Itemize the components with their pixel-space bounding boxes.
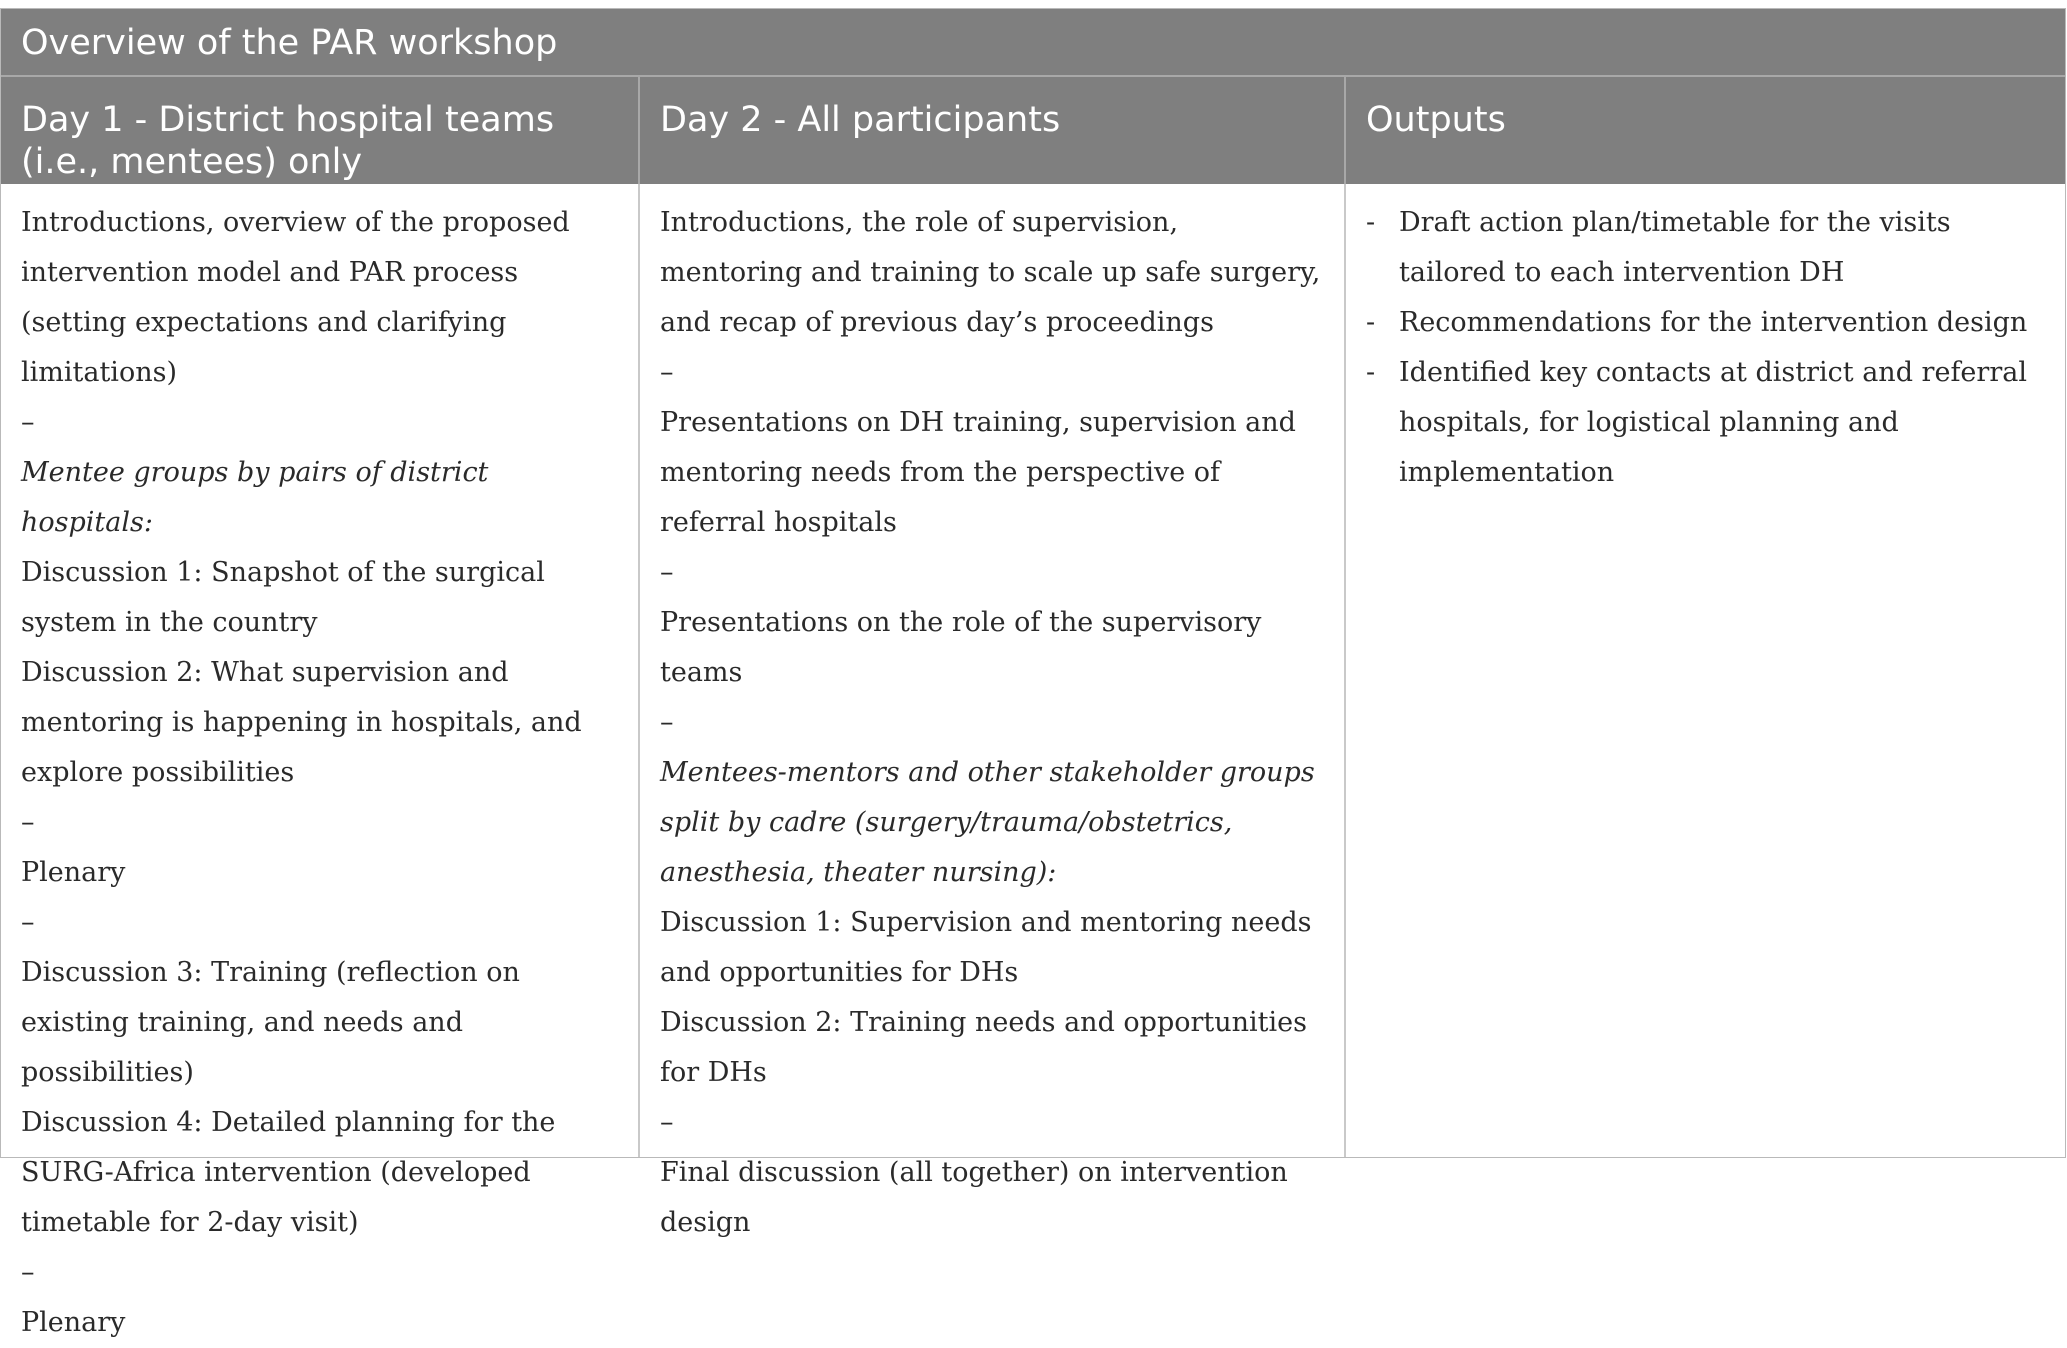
day1-item: Plenary	[21, 1307, 126, 1338]
workshop-table	[0, 8, 2066, 1338]
table-title: Overview of the PAR workshop	[1, 9, 2065, 77]
day2-separator: –	[660, 1107, 674, 1138]
day1-separator: –	[21, 1257, 35, 1288]
day1-item: Plenary	[21, 857, 126, 888]
bullet-dash: -	[1366, 207, 1376, 238]
day2-item: Introductions, the role of supervision, mentoring and training to scale up safe surgery, and recap of previous day’s proceedings	[660, 207, 1321, 338]
header-row	[1, 77, 2065, 184]
day1-item: Introductions, overview of the proposed intervention model and PAR process (setting expectations and clarifying limitations)	[21, 207, 570, 388]
day2-item: Discussion 2: Training needs and opportunities for DHs	[660, 1007, 1307, 1088]
day1-cell	[1, 184, 638, 1338]
day2-cell	[638, 184, 1344, 1238]
column-header-day1: Day 1 - District hospital teams (i.e., mentees) only	[21, 100, 555, 182]
day2-item: Final discussion (all together) on intervention design	[660, 1157, 1288, 1238]
outputs-cell	[1344, 184, 2065, 1157]
day1-item: Discussion 3: Training (reflection on existing training, and needs and possibilities)	[21, 957, 520, 1088]
table-row	[1, 184, 2065, 1338]
list-item	[1366, 298, 2045, 348]
outputs-list	[1366, 198, 2045, 498]
list-item	[1366, 198, 2045, 298]
output-text: Recommendations for the intervention design	[1399, 307, 2028, 338]
column-header-outputs: Outputs	[1344, 77, 2065, 184]
day1-separator: –	[21, 807, 35, 838]
day2-separator: –	[660, 357, 674, 388]
day1-item: Discussion 2: What supervision and mentoring is happening in hospitals, and explore possibilities	[21, 657, 582, 788]
day1-separator: –	[21, 907, 35, 938]
output-text: Draft action plan/timetable for the visits tailored to each intervention DH	[1399, 207, 1951, 288]
bullet-dash: -	[1366, 357, 1376, 388]
day1-group-heading: Mentee groups by pairs of district hospitals:	[21, 457, 489, 538]
output-text: Identified key contacts at district and referral hospitals, for logistical planning and implementation	[1399, 357, 2027, 488]
day1-item: Discussion 1: Snapshot of the surgical system in the country	[21, 557, 545, 638]
day2-separator: –	[660, 707, 674, 738]
bullet-dash: -	[1366, 307, 1376, 338]
list-item	[1366, 348, 2045, 498]
day2-separator: –	[660, 557, 674, 588]
day2-item: Presentations on DH training, supervision and mentoring needs from the perspective of referral hospitals	[660, 407, 1296, 538]
day2-item: Presentations on the role of the supervisory teams	[660, 607, 1262, 688]
day1-item: Discussion 4: Detailed planning for the SURG-Africa intervention (developed timetable for 2-day visit)	[21, 1107, 556, 1238]
day2-item: Discussion 1: Supervision and mentoring needs and opportunities for DHs	[660, 907, 1312, 988]
day1-separator: –	[21, 407, 35, 438]
column-header-day2: Day 2 - All participants	[638, 77, 1344, 184]
day2-group-heading: Mentees-mentors and other stakeholder groups split by cadre (surgery/trauma/obstetrics, anesthesia, theater nursing):	[660, 757, 1315, 888]
